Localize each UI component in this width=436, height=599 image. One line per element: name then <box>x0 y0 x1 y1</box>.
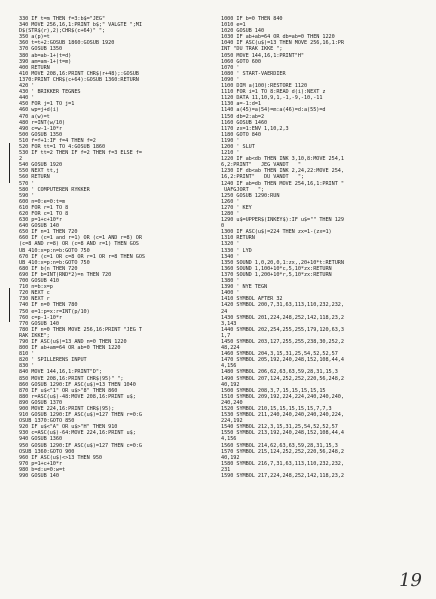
code-line: 940 GOSUB 1360 <box>19 436 63 443</box>
code-line: 660 IF (c=1 and r=1) OR (c=1 AND r=8) OR <box>19 235 142 242</box>
code-line: 1450 SYMBOL 203,127,255,255,238,30,252,2 <box>221 338 344 345</box>
code-line: 510 f=f+1:IF f=4 THEN f=2 <box>19 137 96 144</box>
code-line: 4,156 <box>221 363 237 370</box>
code-line: 1380 ' <box>221 278 240 285</box>
code-line: 1260 ' <box>221 198 240 205</box>
code-line: 590 ' <box>19 192 35 199</box>
code-line: 1440 SYMBOL 202,254,255,255,179,120,63,3 <box>221 326 344 333</box>
code-line: 650 IF n=1 THEN 720 <box>19 229 78 236</box>
code-line: 640 GOSUB 140 <box>19 223 59 230</box>
code-line: 1520 SYMBOL 210,15,15,15,15,15,7,7,3 <box>221 406 332 412</box>
code-line: 860 GOSUB 1290:IF ASC(u$)=13 THEN 1040 <box>19 381 136 388</box>
code-line: 240,240 <box>221 399 243 406</box>
code-line: 1200 ' SLUT <box>221 143 255 150</box>
code-line: 480 r=INT(w/10) <box>19 119 66 126</box>
code-line: 620 FOR c=1 TO 8 <box>19 211 69 217</box>
code-line: 1040 IF ASC(u$)=13 THEN MOVE 256,16,1:PR <box>221 40 344 47</box>
code-line: 1,7 <box>221 332 231 339</box>
code-line: D$(STR$(r),2);CHR$(c+64)" "; <box>19 28 106 35</box>
code-line: 880 r=ASC(u$)-48:MOVE 208,16:PRINT u$; <box>19 393 136 400</box>
code-line: 1170 zx=1:ENV 1,10,2,3 <box>221 125 289 132</box>
code-line: 980 b=d:u=0:w=t <box>19 466 66 473</box>
code-line: 1130 a=-1:d=1 <box>221 101 261 108</box>
code-line: OSUB 1360:GOTO 900 <box>19 448 75 455</box>
code-line: 1460 SYMBOL 204,3,15,31,25,54,52,52,57 <box>221 351 338 358</box>
code-line: 540 GOSUB 1920 <box>19 162 63 169</box>
code-line: 1430 SYMBOL 201,224,248,252,142,118,23,2 <box>221 314 344 321</box>
code-line: 1350 SOUND 1,0,20,0,1:zx,,20+10*t:RETURN <box>221 259 344 266</box>
code-line: 224,192 <box>221 418 243 425</box>
code-line: 4,156 <box>221 436 237 443</box>
code-line: OSUB 1370:GOTO 850 <box>19 418 75 425</box>
code-line: 1240 IF ab=db THEN MOVE 254,16,1:PRINT " <box>221 180 344 187</box>
code-line: 670 IF (c=1 OR c=8 OR r=1 OR r=8 THEN GOS <box>19 253 145 260</box>
code-line: 920 IF u$<"A" OR u$>"H" THEN 910 <box>19 424 118 431</box>
code-line: 420 ' <box>19 83 35 90</box>
code-line: 1080 ' START-VAERDIER <box>221 70 286 77</box>
code-line: 1540 SYMBOL 212,3,15,31,25,54,52,52,57 <box>221 424 338 431</box>
code-line: 1250 GOSUB 1290:RUN <box>221 192 280 199</box>
code-line: INT "DU TRAK IKKE "; <box>221 46 283 53</box>
code-line: 410 MOVE 208,16:PRINT CHR$(r+48);:GOSUB <box>19 70 139 77</box>
code-line: 490 c=w-1-10*r <box>19 125 63 132</box>
code-line: 340 MOVE 256,16,1:PRINT b$;" VALGTE ";MI <box>19 22 142 29</box>
code-line: 1220 IF ab<db THEN INK 3,10,8:MOVE 254,1 <box>221 156 344 163</box>
code-line: 710 n=b:x=p <box>19 284 53 291</box>
code-line: 430 ' BRIKKER TEGNES <box>19 89 81 96</box>
code-line: 1300 IF ASC(u$)=224 THEN zx=1-(zx=1) <box>221 229 332 236</box>
code-line: 780 IF n=0 THEN MOVE 256,16:PRINT "JEG T <box>19 326 142 333</box>
code-line: 1050 MOVE 144,16,1:PRINT"H" <box>221 52 304 59</box>
code-line: 1580 SYMBOL 216,7,31,63,113,110,232,232, <box>221 460 344 467</box>
code-line: 630 p=1+c+10*r <box>19 217 63 224</box>
code-line: 24 <box>221 308 228 315</box>
code-line: (c=8 AND r=8) OR (c=8 AND r=1) THEN GOS <box>19 241 139 248</box>
code-line: 600 n=0:e=0:t=m <box>19 198 66 205</box>
code-line: 910 GOSUB 1290:IF ASC(u$)=127 THEN r=0:G <box>19 412 142 419</box>
code-line: 1400 ' <box>221 290 240 297</box>
code-line: 520 FOR tt=1 TO 4:GOSUB 1860 <box>19 143 106 150</box>
code-line: 840 MOVE 144,16,1:PRINT"D"; <box>19 369 102 376</box>
code-line: 2 <box>19 156 23 163</box>
code-line: 1210 ' <box>221 150 240 157</box>
code-line: 1330 ' LYD <box>221 247 252 254</box>
code-line: 1140 a(45)=a(54)=m:a(46)=d:a(55)=d <box>221 107 326 114</box>
code-line: 1000 IF b=0 THEN 840 <box>221 16 283 22</box>
code-line: 900 MOVE 224,16:PRINT CHR$(95); <box>19 406 115 412</box>
code-line: 740 IF n=0 THEN 780 <box>19 302 78 309</box>
code-line: 3,143 <box>221 320 237 327</box>
code-line: 6,2:PRINT" JEG VANDT " <box>221 162 301 169</box>
code-line: 16,2:PRINT" DU VANDT "; <box>221 174 304 181</box>
code-line: 370 GOSUB 1350 <box>19 46 63 53</box>
code-line: RAK IKKE"; <box>19 332 50 339</box>
page-number: 19 <box>399 570 422 591</box>
code-line: 1290 u$=UPPER$(INKEY$):IF u$="" THEN 129 <box>221 217 344 224</box>
code-line: 890 GOSUB 1370 <box>19 399 63 406</box>
code-line: 390 am=am-1+(t=m) <box>19 58 72 65</box>
code-line: 1570 SYMBOL 215,124,252,252,220,56,248,2 <box>221 448 344 455</box>
code-line: 40,192 <box>221 454 240 461</box>
code-line: 1180 GOTO 840 <box>221 131 261 138</box>
code-line: 380 ab=ab-1+(t=d) <box>19 52 72 59</box>
code-line: 1310 RETURN <box>221 235 255 242</box>
code-line: 1150 db=2:ab=2 <box>221 113 265 120</box>
code-line: 930 c=ASC(u$)-64:MOVE 224,16:PRINT u$; <box>19 430 136 437</box>
code-line: 570 ' <box>19 180 35 187</box>
code-line: 1590 SYMBOL 217,224,248,252,142,118,23,2 <box>221 473 344 480</box>
code-line: 1030 IF ab+ab=64 OR db=ab=0 THEN 1220 <box>221 34 335 41</box>
code-line: 850 MOVE 208,16:PRINT CHR$(95)" "; <box>19 375 124 382</box>
code-line: 1470 SYMBOL 205,192,240,248,152,108,44,4 <box>221 357 344 364</box>
listing-column-left <box>19 16 223 479</box>
code-line: 1320 ' <box>221 241 240 248</box>
code-line: 700 GOSUB 410 <box>19 278 59 285</box>
code-line: 790 IF ASC(u$)=13 AND n=0 THEN 1220 <box>19 338 127 345</box>
code-line: 690 IF b=INT(RND*2)=n THEN 720 <box>19 271 112 278</box>
code-line: 680 IF b(n THEN 720 <box>19 265 78 272</box>
code-line: 800 IF ab+am=64 OR ab=0 THEN 1220 <box>19 345 121 352</box>
code-line: 1120 DATA 11,10,9,1,-1,-9,-10,-11 <box>221 95 323 102</box>
code-line: 1420 SYMBOL 200,7,31,63,113,110,232,232, <box>221 302 344 309</box>
code-line: 1370 SOUND 1,200+10*r,5,10*zx:RETURN <box>221 271 332 278</box>
code-line: 440 ' <box>19 95 35 102</box>
code-line: 1550 SYMBOL 213,192,240,248,152,108,44,4 <box>221 430 344 437</box>
code-line: 550 NEXT tt,j <box>19 168 59 175</box>
code-line: 450 FOR j=1 TO j=1 <box>19 101 75 108</box>
code-line: 1160 GOSUB 1460 <box>221 119 268 126</box>
code-line: 1010 e=1 <box>221 22 246 29</box>
code-line: 350 a(p)=t <box>19 34 50 41</box>
code-line: 1360 SOUND 1,100+10*c,5,10*zx:RETURN <box>221 265 332 272</box>
code-line: 870 IF u$<"1" OR u$>"8" THEN 860 <box>19 387 118 394</box>
code-line: 770 GOSUB 140 <box>19 320 59 327</box>
code-line: 460 wp=j+d(i) <box>19 107 59 114</box>
code-line: 730 NEXT r <box>19 296 50 303</box>
code-line: 1560 SYMBOL 214,62,63,63,59,28,31,15,3 <box>221 442 338 449</box>
code-line: 231 <box>221 466 231 473</box>
code-line: 990 GOSUB 140 <box>19 473 59 480</box>
code-line: 500 GOSUB 1350 <box>19 131 63 138</box>
code-line: 580 ' COMPUTEREN RYKKER <box>19 186 90 193</box>
code-line: 1340 ' <box>221 253 240 260</box>
code-line: 950 GOSUB 1290:IF ASC(u$)=127 THEN c=0:G <box>19 442 142 449</box>
code-line: 1530 SYMBOL 211,240,240,240,240,240,224, <box>221 412 344 419</box>
code-line: 1490 SYMBOL 207,124,252,252,220,56,248,2 <box>221 375 344 382</box>
code-line: 560 RETURN <box>19 174 50 181</box>
code-line: 1510 SYMBOL 209,192,224,224,240,240,240, <box>221 393 344 400</box>
code-line: 1020 GOSUB 140 <box>221 28 265 35</box>
code-line: 1410 SYMBOL AFTER 32 <box>221 296 283 303</box>
code-line: UB 410:x=p:n=b:GOTO 750 <box>19 259 90 266</box>
code-line: 1280 ' <box>221 211 240 217</box>
code-line: 970 p=1+c+10*r <box>19 460 63 467</box>
code-line: 1230 IF db<ab THEN INK 2,24,22:MOVE 254, <box>221 168 344 175</box>
code-line: 820 ' SPILLERENS INPUT <box>19 357 87 364</box>
listing-column-right <box>221 16 427 479</box>
code-line: 960 IF ASC(u$)<>13 THEN 950 <box>19 454 102 461</box>
code-line: 1480 SYMBOL 206,62,63,63,59,28,31,15,3 <box>221 369 338 376</box>
code-line: 40,192 <box>221 381 240 388</box>
code-line: 330 IF t=m THEN f=3:b$="JEG" <box>19 16 106 22</box>
code-line: 830 ' <box>19 363 35 370</box>
code-line: 1070 ' <box>221 64 240 71</box>
code-line: 1100 DIM a(100):RESTORE 1120 <box>221 83 308 90</box>
code-line: 48,224 <box>221 345 240 352</box>
code-line: 750 e=1:p=x:r=INT(p/10) <box>19 308 90 315</box>
code-line: UAFGJORT "; <box>221 186 265 193</box>
code-line: UB 410:x=p:n=b:GOTO 750 <box>19 247 90 254</box>
code-line: 0 <box>221 223 225 230</box>
code-line: 610 FOR r=1 TO 8 <box>19 204 69 211</box>
code-line: 720 NEXT c <box>19 290 50 297</box>
code-line: 1090 ' <box>221 76 240 83</box>
code-line: 810 ' <box>19 351 35 358</box>
code-line: 530 IF tt=2 THEN IF f=2 THEN f=3 ELSE f= <box>19 150 142 157</box>
code-line: 1190 ' <box>221 137 240 144</box>
code-line: 400 RETURN <box>19 64 50 71</box>
code-line: 1390 ' NYE TEGN <box>221 284 268 291</box>
margin-mark-upper <box>9 143 10 183</box>
code-line: 1370:PRINT CHR$(c+64):GOSUB 1360:RETURN <box>19 76 139 83</box>
code-line: 1270 ' KEY <box>221 204 252 211</box>
code-line: 1500 SYMBOL 208,3,7,15,15,15,15,15 <box>221 387 326 394</box>
code-line: 760 c=p-1-10*r <box>19 314 63 321</box>
code-line: 1060 GOTO 600 <box>221 58 261 65</box>
code-line: 360 t=t+2:GOSUB 1860:GOSUB 1920 <box>19 40 115 47</box>
margin-mark-lower <box>9 288 10 322</box>
code-line: 470 a(w)=t <box>19 113 50 120</box>
code-line: 1110 FOR i=1 TO 8:READ d(i):NEXT z <box>221 89 326 96</box>
